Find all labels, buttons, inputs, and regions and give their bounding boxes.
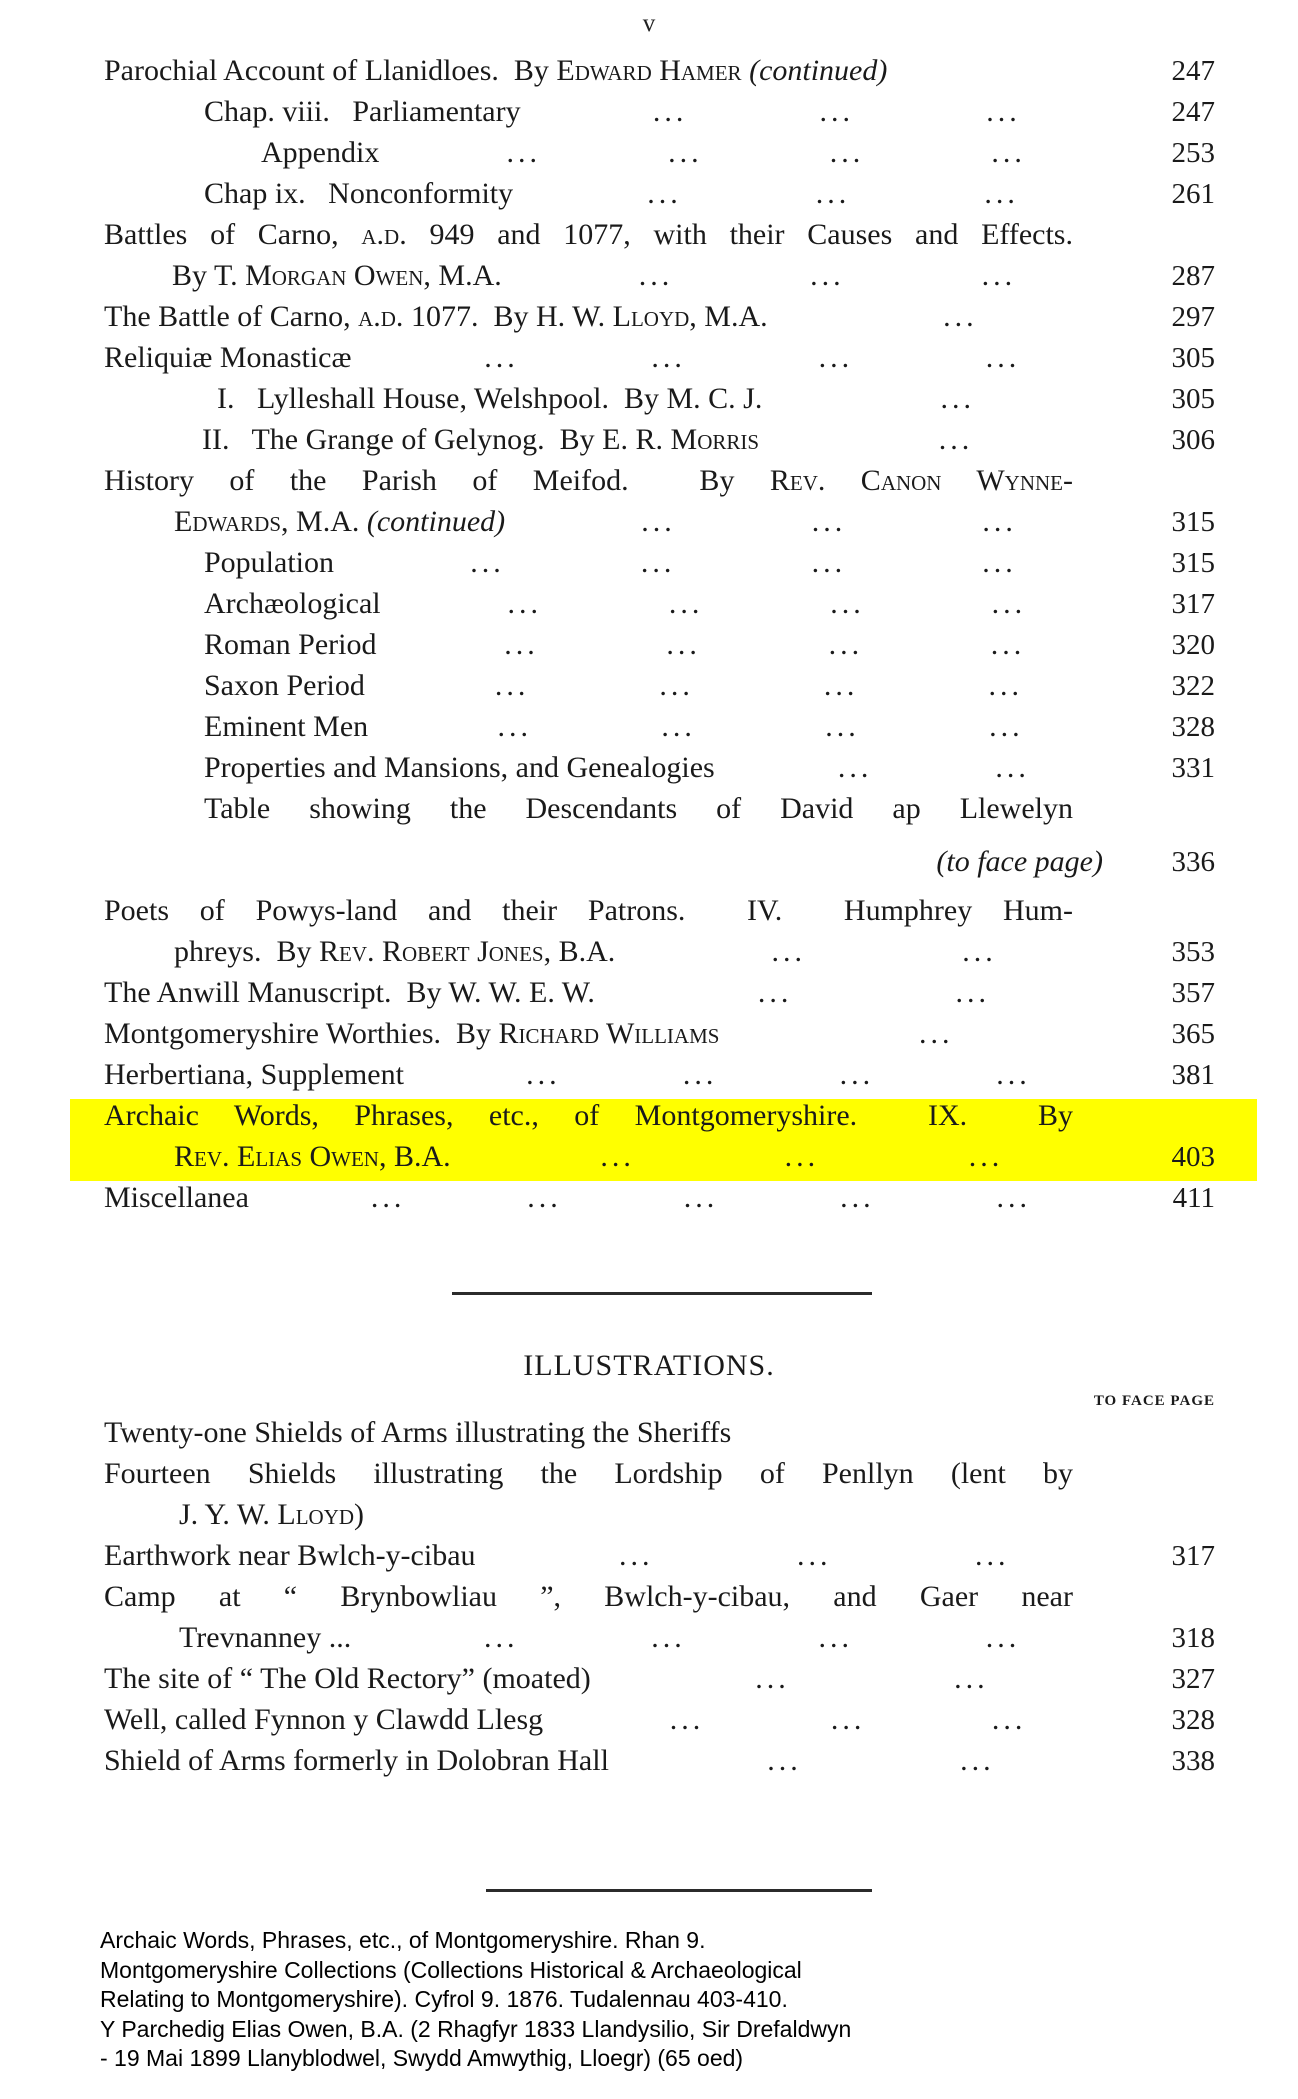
dot-group: ... (825, 710, 860, 743)
dot-group: ... (659, 669, 694, 702)
entry-title (104, 1416, 731, 1450)
dot-leader (334, 546, 1153, 580)
toc-row (104, 464, 1215, 505)
dot-group: ... (494, 669, 530, 702)
toc-row (104, 341, 1215, 382)
dot-group: ... (982, 505, 1017, 538)
toc-row (104, 259, 1215, 300)
toc-row (104, 546, 1215, 587)
entry-title (104, 300, 768, 334)
entry-text: By T. (172, 259, 246, 292)
small-caps-text: Edward Hamer (556, 54, 742, 87)
dot-group: ... (830, 1703, 866, 1736)
entry-title (104, 505, 505, 539)
toc-row (104, 751, 1215, 792)
small-caps-text: Rev. Robert Jones (319, 935, 544, 968)
toc-row (104, 669, 1215, 710)
entry-text: Shield of Arms formerly in Dolobran Hall (104, 1744, 609, 1777)
toc-row (104, 1181, 1215, 1222)
small-caps-text: Lloyd (612, 300, 690, 333)
entry-title (104, 894, 1153, 928)
illustration-row (104, 1457, 1215, 1498)
entry-text: Trevnanney ... (179, 1621, 352, 1654)
dot-leader (377, 628, 1154, 662)
dot-group: ... (370, 1181, 406, 1214)
dot-group: ... (669, 1703, 705, 1736)
dot-leader (543, 1703, 1153, 1737)
page-number: 328 (1171, 711, 1215, 743)
entry-title (104, 218, 1153, 252)
page-number: 411 (1172, 1182, 1215, 1214)
dot-group: ... (985, 341, 1021, 374)
dot-group: ... (984, 177, 1019, 210)
page-number: 261 (1171, 178, 1215, 210)
small-caps-text: Edwards (174, 505, 282, 538)
entry-text: Table showing the Descendants of David ap Llewelyn (204, 792, 1073, 825)
entry-text: 949 and 1077, with their Causes and Effects. (406, 218, 1073, 251)
entry-text: Montgomeryshire Worthies. By (104, 1017, 499, 1050)
italic-text: (continued) (749, 54, 888, 87)
entry-text: The Anwill Manuscript. By W. W. E. W. (104, 976, 595, 1009)
page-number: 338 (1171, 1745, 1215, 1777)
dot-group: ... (985, 1621, 1021, 1654)
toc-row (104, 710, 1215, 751)
entry-title (104, 382, 762, 416)
small-caps-text: Rev. Elias Owen (174, 1140, 379, 1173)
entry-text: Herbertiana, Supplement (104, 1058, 404, 1091)
small-caps-text: Richard Williams (498, 1017, 720, 1050)
dot-group: ... (960, 1744, 995, 1777)
dot-group: ... (666, 628, 701, 661)
dot-leader (368, 710, 1153, 744)
entry-title (104, 1099, 1153, 1133)
dot-group: ... (968, 1140, 1004, 1173)
dot-group: ... (990, 628, 1026, 661)
dot-group: ... (918, 1017, 954, 1050)
dot-group: ... (640, 546, 676, 579)
small-caps-text: Morgan Owen (245, 259, 424, 292)
entry-title (104, 1703, 543, 1737)
highlight-marker (70, 1099, 1257, 1181)
page-number: 317 (1171, 1540, 1215, 1572)
entry-text: Fourteen Shields illustrating the Lordship of Penllyn (lent by (104, 1457, 1073, 1490)
entry-title (104, 1181, 249, 1215)
dot-group: ... (810, 259, 845, 292)
dot-leader (521, 95, 1153, 129)
dot-leader (379, 136, 1153, 170)
entry-text: Reliquiæ Monasticæ (104, 341, 352, 374)
dot-group: ... (940, 382, 975, 415)
page-number: 306 (1171, 424, 1215, 456)
entry-title (104, 546, 334, 580)
entry-text: Archæological (204, 587, 381, 620)
caption-line: Y Parchedig Elias Owen, B.A. (2 Rhagfyr 1833 Llandysilio, Sir Drefaldwyn (100, 2015, 852, 2042)
illustration-row (104, 1580, 1215, 1621)
dot-group: ... (989, 710, 1024, 743)
dot-group: ... (988, 669, 1023, 702)
dot-group: ... (497, 710, 532, 743)
entry-text: II. The Grange of Gelynog. By E. R. (202, 423, 671, 456)
entry-title (104, 1017, 719, 1051)
small-caps-text: a.d. (358, 300, 404, 333)
page-number: 315 (1171, 506, 1215, 538)
caption-line: Montgomeryshire Collections (Collections Historical & Archaeological (100, 1956, 802, 1983)
dot-group: ... (943, 300, 978, 333)
dot-group: ... (954, 1662, 989, 1695)
dot-group: ... (828, 628, 864, 661)
entry-title (104, 259, 502, 293)
toc-row (104, 935, 1215, 976)
dot-group: ... (526, 1058, 561, 1091)
dot-group: ... (796, 1539, 832, 1572)
illustration-row (104, 1662, 1215, 1703)
entry-text: The Battle of Carno, (104, 300, 359, 333)
entry-text: Saxon Period (204, 669, 365, 702)
entry-title (104, 54, 887, 88)
dot-group: ... (962, 935, 997, 968)
entry-title (104, 341, 352, 375)
page-number: 357 (1171, 977, 1215, 1009)
small-caps-text: Rev. Canon Wynne- (769, 464, 1073, 497)
toc-row (104, 300, 1215, 341)
entry-text: Properties and Mansions, and Genealogies (204, 751, 715, 784)
entry-text (742, 54, 750, 87)
entry-text: phreys. By (174, 935, 319, 968)
dot-group: ... (641, 505, 676, 538)
dot-group: ... (651, 341, 686, 374)
page-number: 305 (1171, 383, 1215, 415)
dot-group: ... (755, 1662, 790, 1695)
caption-line: Relating to Montgomeryshire). Cyfrol 9. 1876. Tudalennau 403-410. (100, 1986, 788, 2012)
entry-title (104, 136, 379, 170)
toc-row (104, 628, 1215, 669)
toc-row (104, 845, 1215, 886)
entry-title (104, 1457, 1153, 1491)
dot-leader (591, 1662, 1153, 1696)
toc-row (104, 976, 1215, 1017)
dot-group: ... (506, 136, 541, 169)
dot-leader (249, 1181, 1153, 1215)
dot-group: ... (815, 177, 851, 210)
dot-group: ... (504, 628, 539, 661)
entry-text: Chap ix. Nonconformity (204, 177, 514, 210)
entry-title (104, 423, 759, 457)
entry-text: J. Y. W. (179, 1498, 278, 1531)
entry-title (104, 935, 615, 969)
dot-leader (404, 1058, 1153, 1092)
dot-leader (719, 1017, 1153, 1051)
entry-text: Roman Period (204, 628, 377, 661)
entry-title (104, 669, 365, 703)
page-number: 365 (1171, 1018, 1215, 1050)
dot-group: ... (995, 751, 1030, 784)
illustration-row (104, 1498, 1215, 1539)
page-number: 318 (1171, 1622, 1215, 1654)
page-number: 322 (1171, 670, 1215, 702)
dot-group: ... (986, 95, 1021, 128)
dot-group: ... (955, 976, 990, 1009)
entry-text: , M.A. (689, 300, 768, 333)
page-number: 381 (1171, 1059, 1215, 1091)
dot-group: ... (784, 1140, 820, 1173)
dot-group: ... (982, 546, 1017, 579)
toc-row (104, 218, 1215, 259)
dot-group: ... (819, 95, 855, 128)
entry-title (104, 1058, 404, 1092)
entry-text: Miscellanea (104, 1181, 249, 1214)
dot-group: ... (991, 587, 1027, 620)
entry-text: 1077. By H. W. (403, 300, 613, 333)
dot-leader (352, 341, 1154, 375)
toc-row (104, 423, 1215, 464)
separator-rule (452, 1292, 872, 1295)
dot-group: ... (974, 1539, 1010, 1572)
page-number: 320 (1171, 629, 1215, 661)
dot-leader (365, 669, 1153, 703)
dot-group: ... (647, 177, 682, 210)
dot-group: ... (507, 587, 542, 620)
dot-group: ... (651, 1621, 686, 1654)
dot-group: ... (682, 1058, 718, 1091)
dot-leader (609, 1744, 1153, 1778)
dot-group: ... (527, 1181, 562, 1214)
dot-leader (476, 1539, 1153, 1573)
small-caps-text: Morris (670, 423, 760, 456)
entry-text: Chap. viii. Parliamentary (204, 95, 521, 128)
entry-title (104, 1539, 476, 1573)
dot-group: ... (839, 1058, 875, 1091)
entry-text: ) (354, 1498, 365, 1531)
dot-group: ... (818, 341, 854, 374)
entry-text: , M.A. (423, 259, 502, 292)
entry-text: History of the Parish of Meifod. By (104, 464, 770, 497)
dot-group: ... (996, 1058, 1031, 1091)
entry-text: Battles of Carno, (104, 218, 362, 251)
page-number: 331 (1171, 752, 1215, 784)
illustrations-list (104, 1416, 1215, 1785)
dot-group: ... (981, 259, 1017, 292)
illustration-row (104, 1539, 1215, 1580)
page-number: 305 (1171, 342, 1215, 374)
dot-leader (595, 976, 1153, 1010)
toc-row (104, 1140, 1215, 1181)
toc-row (104, 177, 1215, 218)
dot-leader (759, 423, 1153, 457)
page-number: 287 (1171, 260, 1215, 292)
entry-title (104, 1662, 591, 1696)
entry-title (104, 628, 377, 662)
entry-title (104, 1140, 451, 1174)
entry-title (104, 710, 368, 744)
small-caps-text: a.d. (361, 218, 407, 251)
page-number: 336 (1171, 846, 1215, 878)
dot-group: ... (683, 1181, 719, 1214)
entry-text: Camp at “ Brynbowliau ”, Bwlch-y-cibau, and Gaer near (104, 1580, 1073, 1613)
dot-group: ... (483, 1621, 519, 1654)
dot-leader (502, 259, 1153, 293)
illustration-row (104, 1416, 1215, 1457)
illustration-row (104, 1703, 1215, 1744)
dot-leader (513, 177, 1153, 211)
dot-leader (381, 587, 1153, 621)
caption-line: Archaic Words, Phrases, etc., of Montgomeryshire. Rhan 9. (100, 1927, 706, 1953)
dot-leader (615, 935, 1153, 969)
toc-row (104, 792, 1215, 833)
dot-group: ... (668, 136, 703, 169)
entry-text: , B.A. (543, 935, 616, 968)
entry-text: I. Lylleshall House, Welshpool. By M. C. J. (217, 382, 763, 415)
dot-leader (768, 300, 1153, 334)
toc-row (104, 894, 1215, 935)
toc-row (104, 1017, 1215, 1058)
toc-row (104, 136, 1215, 177)
dot-group: ... (470, 546, 505, 579)
entry-text: Well, called Fynnon y Clawdd Llesg (104, 1703, 544, 1736)
dot-group: ... (811, 546, 847, 579)
entry-title (104, 1498, 364, 1532)
italic-text: (to face page) (936, 845, 1103, 878)
page-number: 353 (1171, 936, 1215, 968)
toc-row (104, 1058, 1215, 1099)
entry-text: Earthwork near Bwlch-y-cibau (104, 1539, 476, 1572)
page-number: 247 (1171, 55, 1215, 87)
dot-leader (451, 1140, 1153, 1174)
dot-group: ... (767, 1744, 802, 1777)
entry-text: Twenty-one Shields of Arms illustrating the Sheriffs (104, 1416, 732, 1449)
dot-group: ... (823, 669, 859, 702)
dot-group: ... (600, 1140, 635, 1173)
dot-group: ... (811, 505, 847, 538)
entry-title (104, 95, 521, 129)
dot-group: ... (818, 1621, 853, 1654)
entry-text: Archaic Words, Phrases, etc., of Montgomeryshire. IX. By (104, 1099, 1073, 1132)
toc-row (104, 54, 1215, 95)
entry-title (104, 845, 1153, 879)
toc-row (104, 382, 1215, 423)
dot-group: ... (829, 136, 865, 169)
caption-line: - 19 Mai 1899 Llanyblodwel, Swydd Amwythig, Lloegr) (65 oed) (100, 2045, 744, 2071)
entry-text: Population (204, 546, 335, 579)
page-number: 247 (1171, 96, 1215, 128)
entry-title (104, 751, 715, 785)
dot-group: ... (757, 976, 793, 1009)
dot-group: ... (619, 1539, 654, 1572)
page-folio: v (642, 10, 656, 37)
dot-group: ... (652, 95, 688, 128)
entry-text: , B.A. (378, 1140, 451, 1173)
dot-group: ... (661, 710, 696, 743)
page-number: 317 (1171, 588, 1215, 620)
dot-group: ... (938, 423, 974, 456)
dot-leader (762, 382, 1153, 416)
entry-title (104, 587, 381, 621)
entry-title (104, 1744, 609, 1778)
illustration-row (104, 1744, 1215, 1785)
dot-group: ... (484, 341, 519, 374)
dot-group: ... (771, 935, 807, 968)
toc-row (104, 1099, 1215, 1140)
dot-leader (715, 751, 1153, 785)
entry-title (104, 464, 1153, 498)
entry-title (104, 976, 595, 1010)
illustration-row (104, 1621, 1215, 1662)
dot-leader (505, 505, 1153, 539)
entry-text: Eminent Men (204, 710, 369, 743)
dot-group: ... (840, 1181, 875, 1214)
italic-text: (continued) (366, 505, 506, 538)
entry-title (104, 177, 513, 211)
dot-group: ... (837, 751, 873, 784)
dot-group: ... (638, 259, 674, 292)
entry-text: Appendix (261, 136, 380, 169)
page-number: 297 (1171, 301, 1215, 333)
page-number: 328 (1171, 1704, 1215, 1736)
page-number: 327 (1171, 1663, 1215, 1695)
toc-row (104, 587, 1215, 628)
dot-group: ... (991, 136, 1026, 169)
table-of-contents (104, 54, 1215, 1222)
entry-text: The site of “ The Old Rectory” (moated) (104, 1662, 591, 1695)
illustrations-heading: ILLUSTRATIONS. (523, 1349, 775, 1382)
dot-group: ... (830, 587, 865, 620)
to-face-page-label: TO FACE PAGE (1093, 1393, 1215, 1409)
entry-text: , M.A. (281, 505, 367, 538)
page-number: 315 (1171, 547, 1215, 579)
entry-title (104, 1580, 1153, 1614)
page-number: 403 (1171, 1141, 1215, 1173)
separator-rule (486, 1889, 872, 1892)
citation-caption (100, 1926, 1298, 2074)
toc-row (104, 95, 1215, 136)
dot-group: ... (668, 587, 704, 620)
entry-title (104, 1621, 351, 1655)
dot-leader (351, 1621, 1153, 1655)
entry-text: Parochial Account of Llanidloes. By (104, 54, 557, 87)
toc-row (104, 505, 1215, 546)
entry-title (104, 792, 1153, 826)
dot-group: ... (996, 1181, 1032, 1214)
small-caps-text: Lloyd (277, 1498, 355, 1531)
dot-group: ... (991, 1703, 1027, 1736)
page-number: 253 (1171, 137, 1215, 169)
entry-text: Poets of Powys-land and their Patrons. IV. Humphrey Hum- (104, 894, 1073, 927)
